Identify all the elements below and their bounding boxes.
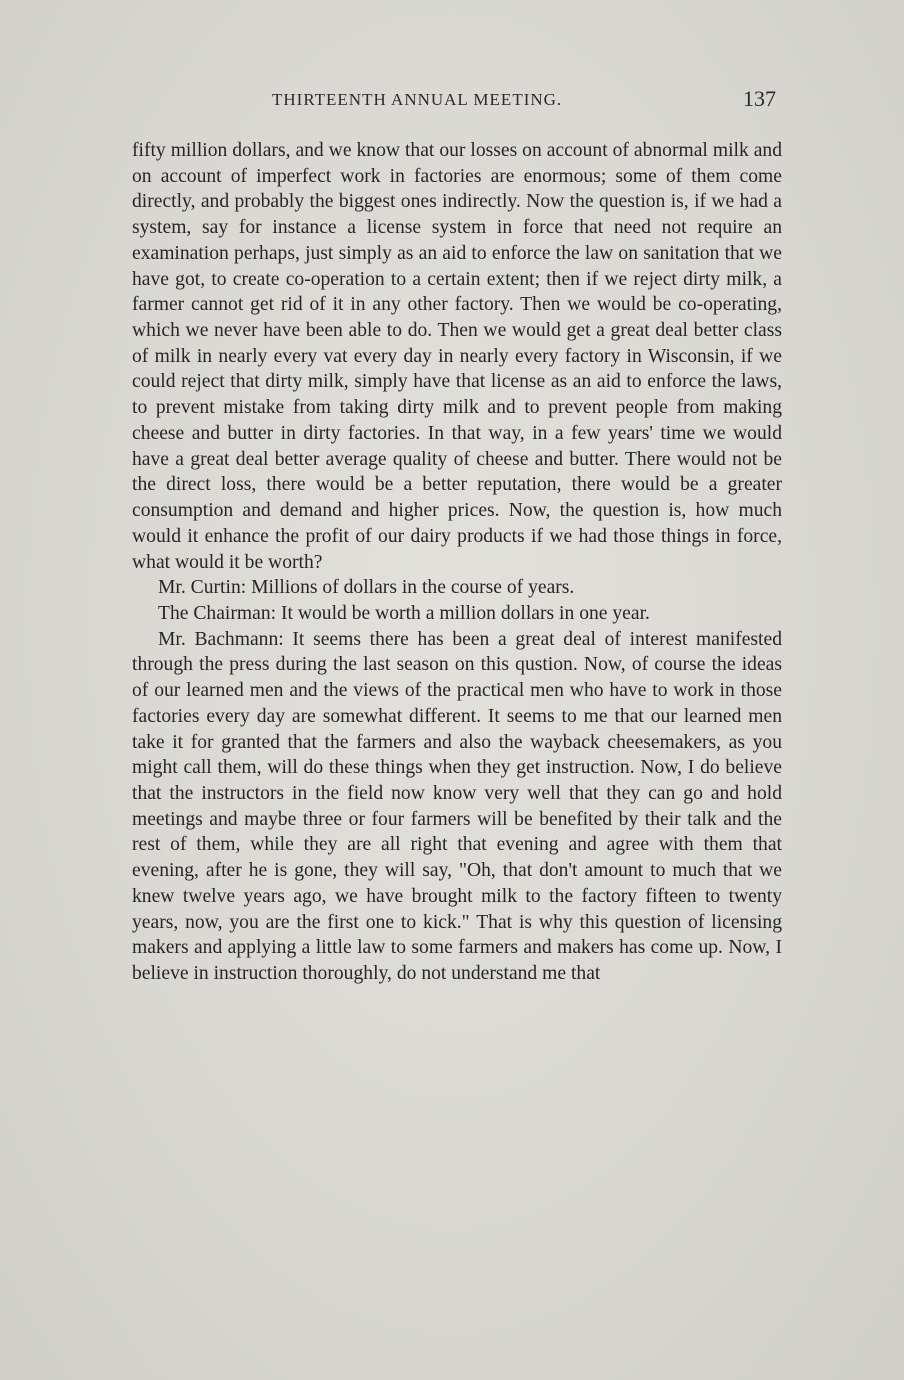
running-head: THIRTEENTH ANNUAL MEETING.: [272, 90, 563, 109]
paragraph-chairman: The Chairman: It would be worth a million dollars in one year.: [158, 602, 650, 624]
paragraph-continued: fifty million dollars, and we know that our losses on account of abnormal milk and on account of imperfect work in factories are enormous; some of them come directly, and probably the biggest ones indirectly. Now the question is, if we had a system, say for instance a license system in force that need not require an examination perhaps, just simply as an aid to enforce the law on sanitation that we have got, to create co-operation to a certain extent; then if we reject dirty milk, a farmer cannot get rid of it in any other factory. Then we would be co-operating, which we never have been able to do. Then we would get a great deal better class of milk in nearly every vat every day in nearly every factory in Wisconsin, if we could reject that dirty milk, simply have that license as an aid to enforce the laws, to prevent mistake from taking dirty milk and to prevent people from making cheese and butter in dirty factories. In that way, in a few years' time we would have a great deal better average quality of cheese and butter. There would not be the direct loss, there would be a better reputation, there would be a greater consumption and demand and higher prices. Now, the question is, how much would it enhance the profit of our dairy products if we had those things in force, what would it be worth?: [132, 140, 782, 573]
page-header: [132, 84, 782, 114]
paragraph-curtin: Mr. Curtin: Millions of dollars in the course of years.: [158, 577, 575, 599]
body-text: [132, 138, 782, 987]
page-number: 137: [743, 86, 776, 111]
paragraph-bachmann: Mr. Bachmann: It seems there has been a great deal of interest manifested through the press during the last season on this qustion. Now, of course the ideas of our learned men and the views of the practical men who have to work in those factories every day are somewhat different. It seems to me that our learned men take it for granted that the farmers and also the wayback cheesemakers, as you might call them, will do these things when they get instruction. Now, I do believe that the instructors in the field now know very well that they can go and hold meetings and maybe three or four farmers will be benefited by their talk and the rest of them, while they are all right that evening and agree with them that evening, after he is gone, they will say, "Oh, that don't amount to much that we knew twelve years ago, we have brought milk to the factory fifteen to twenty years, now, you are the first one to kick." That is why this question of licensing makers and applying a little law to some farmers and makers has come up. Now, I believe in instruction thoroughly, do not understand me that: [132, 628, 782, 984]
